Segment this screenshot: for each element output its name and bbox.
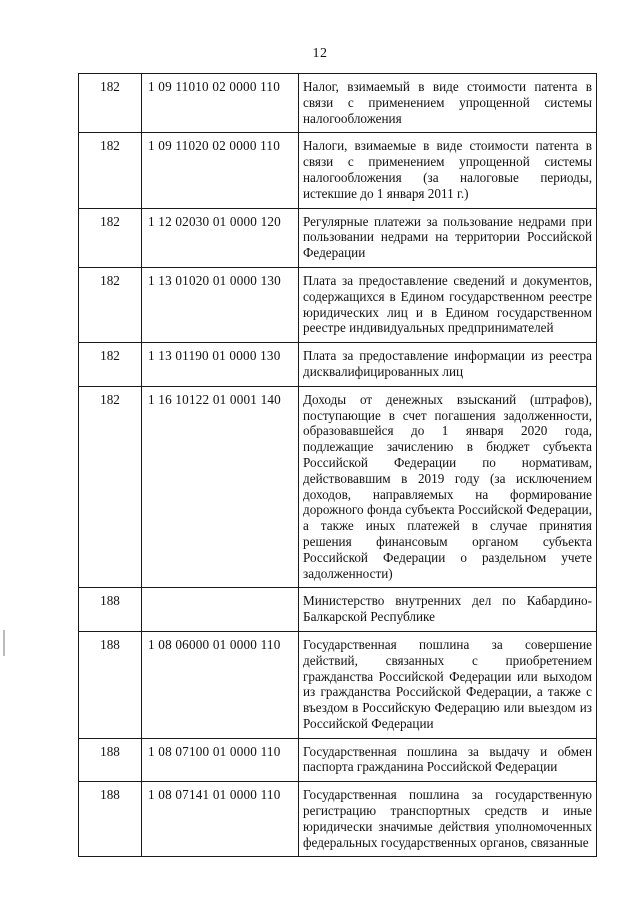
revenue-name-cell: Регулярные платежи за пользование недрами при пользовании недрами на территории Российской Федерации xyxy=(299,208,597,267)
revenue-name-cell: Государственная пошлина за государственную регистрацию транспортных средств и иные юридически значимые действия уполномоченных федеральных государственных органов, связанные xyxy=(299,782,597,857)
table-row xyxy=(79,631,597,738)
budget-code-cell xyxy=(142,588,299,632)
scan-edge-mark xyxy=(3,630,5,656)
admin-code-cell: 182 xyxy=(79,343,142,387)
revenue-name-cell: Государственная пошлина за выдачу и обмен паспорта гражданина Российской Федерации xyxy=(299,738,597,782)
revenue-name-cell: Налоги, взимаемые в виде стоимости патента в связи с применением упрощенной системы налогообложения (за налоговые периоды, истекшие до 1 января 2011 г.) xyxy=(299,133,597,208)
table-row xyxy=(79,588,597,632)
admin-code-cell: 188 xyxy=(79,588,142,632)
revenue-name-cell: Плата за предоставление информации из реестра дисквалифицированных лиц xyxy=(299,343,597,387)
ministry-name-cell: Министерство внутренних дел по Кабардино-Балкарской Республике xyxy=(299,588,597,632)
admin-code-cell: 188 xyxy=(79,782,142,857)
budget-code-cell: 1 09 11010 02 0000 110 xyxy=(142,74,299,133)
admin-code-cell: 182 xyxy=(79,74,142,133)
admin-code-cell: 182 xyxy=(79,208,142,267)
admin-code-cell: 182 xyxy=(79,267,142,342)
budget-code-cell: 1 08 07141 01 0000 110 xyxy=(142,782,299,857)
table-row xyxy=(79,738,597,782)
budget-code-cell: 1 08 06000 01 0000 110 xyxy=(142,631,299,738)
budget-code-cell: 1 12 02030 01 0000 120 xyxy=(142,208,299,267)
admin-code-cell: 182 xyxy=(79,133,142,208)
budget-code-cell: 1 13 01190 01 0000 130 xyxy=(142,343,299,387)
table-row xyxy=(79,208,597,267)
admin-code-cell: 182 xyxy=(79,386,142,588)
table-row xyxy=(79,782,597,857)
revenue-codes-table xyxy=(78,73,597,857)
revenue-name-cell: Государственная пошлина за совершение действий, связанных с приобретением гражданства Российской Федерации или выходом из гражданства Российской Федерации, а также с въездом в Российскую Федерацию или выездом из Российской Федерации xyxy=(299,631,597,738)
table-row xyxy=(79,133,597,208)
budget-code-cell: 1 13 01020 01 0000 130 xyxy=(142,267,299,342)
page-number: 12 xyxy=(312,46,328,61)
revenue-name-cell: Налог, взимаемый в виде стоимости патента в связи с применением упрощенной системы налогообложения xyxy=(299,74,597,133)
table-row xyxy=(79,386,597,588)
budget-code-cell: 1 16 10122 01 0001 140 xyxy=(142,386,299,588)
table-row xyxy=(79,267,597,342)
budget-code-cell: 1 08 07100 01 0000 110 xyxy=(142,738,299,782)
admin-code-cell: 188 xyxy=(79,738,142,782)
revenue-name-cell: Плата за предоставление сведений и документов, содержащихся в Едином государственном реестре юридических лиц и в Едином государственном реестре индивидуальных предпринимателей xyxy=(299,267,597,342)
budget-code-cell: 1 09 11020 02 0000 110 xyxy=(142,133,299,208)
revenue-name-cell: Доходы от денежных взысканий (штрафов), поступающие в счет погашения задолженности, образовавшейся до 1 января 2020 года, подлежащие зачислению в бюджет субъекта Российской Федерации по нормативам, действовавшим в 2019 году (за исключением доходов, направляемых на формирование дорожного фонда субъекта Российской Федерации, а также иных платежей в случае принятия решения финансовым органом субъекта Российской Федерации о раздельном учете задолженности) xyxy=(299,386,597,588)
table-row xyxy=(79,74,597,133)
table-row xyxy=(79,343,597,387)
admin-code-cell: 188 xyxy=(79,631,142,738)
